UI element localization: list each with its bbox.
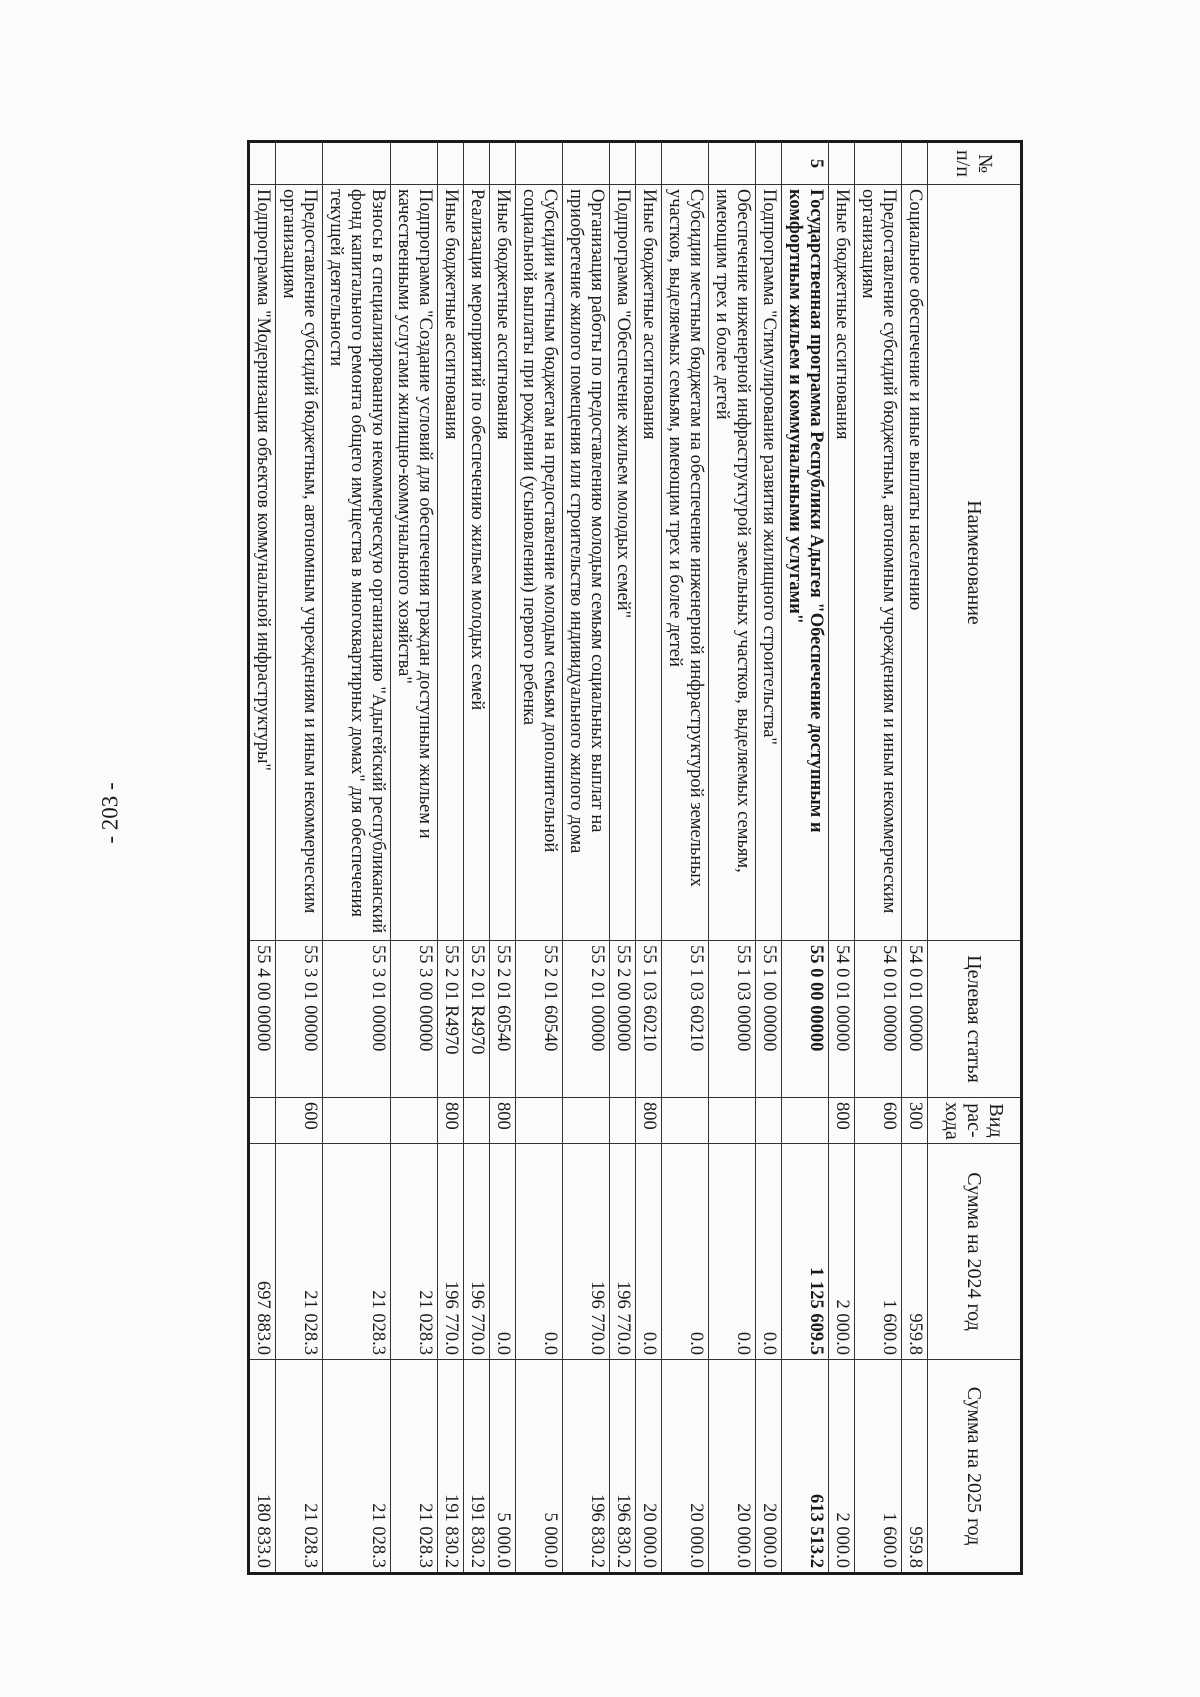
row-target-article-cell: 55 4 00 00000: [249, 941, 276, 1098]
row-target-article-cell: 55 1 00 00000: [756, 941, 782, 1098]
row-target-article-cell: 54 0 01 00000: [902, 941, 928, 1098]
table-row: [855, 142, 902, 1574]
table-row: [249, 142, 276, 1574]
table-row: [756, 142, 782, 1574]
row-number-cell: [438, 142, 464, 185]
row-number-cell: [636, 142, 662, 185]
header-target-article: Целевая статья: [928, 941, 1022, 1098]
row-expense-type-cell: 300: [902, 1098, 928, 1144]
row-sum-2024-cell: 1 125 609.5: [782, 1144, 829, 1360]
row-number-cell: [610, 142, 636, 185]
row-sum-2025-cell: 20 000.0: [756, 1360, 782, 1574]
row-name-cell: Взносы в специализированную некоммерческую организацию "Адыгейский республиканский фонд капитального ремонта общего имущества в многоквартирных домах" для обеспечения текущей деятельности: [323, 185, 391, 941]
row-number-cell: [829, 142, 855, 185]
row-sum-2024-cell: 697 883.0: [249, 1144, 276, 1360]
row-sum-2024-cell: 196 770.0: [563, 1144, 610, 1360]
row-name-cell: Иные бюджетные ассигнования: [438, 185, 464, 941]
row-target-article-cell: 55 2 00 00000: [610, 941, 636, 1098]
row-sum-2024-cell: 0.0: [709, 1144, 756, 1360]
table-row: [782, 142, 829, 1574]
table-header-row: [928, 142, 1022, 1574]
table-row: [490, 142, 516, 1574]
row-sum-2024-cell: 196 770.0: [464, 1144, 490, 1360]
page-number: - 203 -: [97, 782, 123, 844]
header-sum-2024: Сумма на 2024 год: [928, 1144, 1022, 1360]
row-sum-2025-cell: 1 600.0: [855, 1360, 902, 1574]
row-name-cell: Иные бюджетные ассигнования: [490, 185, 516, 941]
row-number-cell: 5: [782, 142, 829, 185]
row-name-cell: Иные бюджетные ассигнования: [636, 185, 662, 941]
row-expense-type-cell: [516, 1098, 563, 1144]
row-name-cell: Подпрограмма "Создание условий для обеспечения граждан доступным жильем и качественными услугами жилищно-коммунального хозяйства": [391, 185, 438, 941]
row-sum-2024-cell: 0.0: [490, 1144, 516, 1360]
row-expense-type-cell: [709, 1098, 756, 1144]
row-sum-2024-cell: 0.0: [662, 1144, 709, 1360]
row-sum-2025-cell: 20 000.0: [662, 1360, 709, 1574]
row-sum-2024-cell: 0.0: [516, 1144, 563, 1360]
table-row: [276, 142, 323, 1574]
row-number-cell: [709, 142, 756, 185]
row-name-cell: Субсидии местным бюджетам на обеспечение инженерной инфраструктурой земельных участков, выделяемых семьям, имеющим трех и более детей: [662, 185, 709, 941]
row-name-cell: Подпрограмма "Модернизация объектов коммунальной инфраструктуры": [249, 185, 276, 941]
header-name: Наименование: [928, 185, 1022, 941]
row-expense-type-cell: 800: [636, 1098, 662, 1144]
row-target-article-cell: 54 0 01 00000: [855, 941, 902, 1098]
row-name-cell: Подпрограмма "Стимулирование развития жилищного строительства": [756, 185, 782, 941]
row-expense-type-cell: [610, 1098, 636, 1144]
table-row: [610, 142, 636, 1574]
row-sum-2025-cell: 191 830.2: [438, 1360, 464, 1574]
row-expense-type-cell: [563, 1098, 610, 1144]
row-number-cell: [756, 142, 782, 185]
row-expense-type-cell: [249, 1098, 276, 1144]
row-sum-2024-cell: 196 770.0: [438, 1144, 464, 1360]
row-expense-type-cell: [782, 1098, 829, 1144]
row-sum-2025-cell: 196 830.2: [610, 1360, 636, 1574]
row-expense-type-cell: 800: [490, 1098, 516, 1144]
row-sum-2025-cell: 959.8: [902, 1360, 928, 1574]
row-name-cell: Организация работы по предоставлению молодым семьям социальных выплат на приобретение жилого помещения или строительство индивидуального жилого дома: [563, 185, 610, 941]
row-name-cell: Субсидии местным бюджетам на предоставление молодым семьям дополнительной социальной выплаты при рождении (усыновлении) первого ребенка: [516, 185, 563, 941]
row-number-cell: [662, 142, 709, 185]
row-expense-type-cell: 800: [829, 1098, 855, 1144]
table-row: [563, 142, 610, 1574]
row-name-cell: Государственная программа Республики Адыгея "Обеспечение доступным и комфортным жильем и коммунальными услугами": [782, 185, 829, 941]
row-name-cell: Иные бюджетные ассигнования: [829, 185, 855, 941]
row-number-cell: [276, 142, 323, 185]
row-sum-2024-cell: 21 028.3: [276, 1144, 323, 1360]
header-number: № п/п: [928, 142, 1022, 185]
row-number-cell: [855, 142, 902, 185]
row-name-cell: Подпрограмма "Обеспечение жильем молодых семей": [610, 185, 636, 941]
row-sum-2025-cell: 21 028.3: [323, 1360, 391, 1574]
row-sum-2025-cell: 191 830.2: [464, 1360, 490, 1574]
row-sum-2025-cell: 180 833.0: [249, 1360, 276, 1574]
row-sum-2025-cell: 21 028.3: [276, 1360, 323, 1574]
row-sum-2025-cell: 20 000.0: [709, 1360, 756, 1574]
table-row: [829, 142, 855, 1574]
row-name-cell: Предоставление субсидий бюджетным, автономным учреждениям и иным некоммерческим организациям: [276, 185, 323, 941]
row-number-cell: [902, 142, 928, 185]
table-row: [516, 142, 563, 1574]
row-target-article-cell: 55 2 01 60540: [490, 941, 516, 1098]
table-row: [709, 142, 756, 1574]
row-name-cell: Предоставление субсидий бюджетным, автономным учреждениям и иным некоммерческим организациям: [855, 185, 902, 941]
table-row: [662, 142, 709, 1574]
row-number-cell: [391, 142, 438, 185]
row-target-article-cell: 55 1 03 60210: [636, 941, 662, 1098]
rotated-page-content: [121, 140, 1023, 1572]
row-number-cell: [249, 142, 276, 185]
row-number-cell: [490, 142, 516, 185]
table-body: [249, 142, 928, 1574]
row-expense-type-cell: 600: [855, 1098, 902, 1144]
row-sum-2025-cell: 613 513.2: [782, 1360, 829, 1574]
header-expense-type: Вид рас-хода: [928, 1098, 1022, 1144]
table-row: [464, 142, 490, 1574]
row-number-cell: [516, 142, 563, 185]
row-expense-type-cell: [464, 1098, 490, 1144]
row-expense-type-cell: [391, 1098, 438, 1144]
row-expense-type-cell: [323, 1098, 391, 1144]
row-name-cell: Обеспечение инженерной инфраструктурой земельных участков, выделяемых семьям, имеющим трех и более детей: [709, 185, 756, 941]
row-number-cell: [563, 142, 610, 185]
row-sum-2024-cell: 21 028.3: [391, 1144, 438, 1360]
row-target-article-cell: 54 0 01 00000: [829, 941, 855, 1098]
row-sum-2025-cell: 20 000.0: [636, 1360, 662, 1574]
row-name-cell: Реализация мероприятий по обеспечению жильем молодых семей: [464, 185, 490, 941]
table-row: [902, 142, 928, 1574]
row-expense-type-cell: 800: [438, 1098, 464, 1144]
row-name-cell: Социальное обеспечение и иные выплаты населению: [902, 185, 928, 941]
row-sum-2024-cell: 1 600.0: [855, 1144, 902, 1360]
row-number-cell: [323, 142, 391, 185]
row-target-article-cell: 55 1 03 60210: [662, 941, 709, 1098]
budget-table: [247, 140, 1023, 1575]
header-sum-2025: Сумма на 2025 год: [928, 1360, 1022, 1574]
table-row: [391, 142, 438, 1574]
row-sum-2024-cell: 0.0: [756, 1144, 782, 1360]
row-sum-2025-cell: 2 000.0: [829, 1360, 855, 1574]
row-target-article-cell: 55 3 01 00000: [276, 941, 323, 1098]
row-sum-2024-cell: 959.8: [902, 1144, 928, 1360]
row-sum-2025-cell: 5 000.0: [516, 1360, 563, 1574]
table-row: [323, 142, 391, 1574]
row-sum-2024-cell: 2 000.0: [829, 1144, 855, 1360]
row-number-cell: [464, 142, 490, 185]
row-target-article-cell: 55 2 01 R4970: [438, 941, 464, 1098]
row-expense-type-cell: 600: [276, 1098, 323, 1144]
row-target-article-cell: 55 1 03 00000: [709, 941, 756, 1098]
row-target-article-cell: 55 2 01 R4970: [464, 941, 490, 1098]
row-expense-type-cell: [756, 1098, 782, 1144]
row-target-article-cell: 55 3 00 00000: [391, 941, 438, 1098]
row-sum-2024-cell: 21 028.3: [323, 1144, 391, 1360]
row-sum-2025-cell: 21 028.3: [391, 1360, 438, 1574]
row-sum-2024-cell: 0.0: [636, 1144, 662, 1360]
row-expense-type-cell: [662, 1098, 709, 1144]
row-sum-2025-cell: 196 830.2: [563, 1360, 610, 1574]
row-sum-2024-cell: 196 770.0: [610, 1144, 636, 1360]
row-target-article-cell: 55 0 00 00000: [782, 941, 829, 1098]
row-target-article-cell: 55 2 01 00000: [563, 941, 610, 1098]
row-target-article-cell: 55 3 01 00000: [323, 941, 391, 1098]
table-row: [636, 142, 662, 1574]
table-row: [438, 142, 464, 1574]
row-sum-2025-cell: 5 000.0: [490, 1360, 516, 1574]
row-target-article-cell: 55 2 01 60540: [516, 941, 563, 1098]
